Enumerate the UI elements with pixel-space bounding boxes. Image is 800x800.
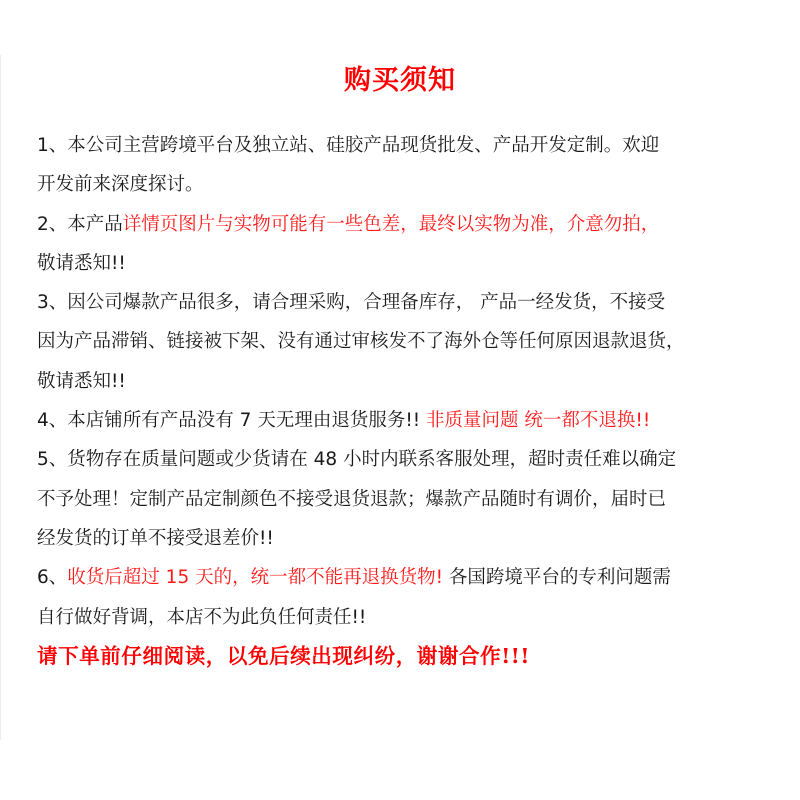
text-segment: 、本公司主营跨境平台及独立站、硅胶产品现货批发、产品开发定制。欢迎	[48, 135, 660, 156]
notice-item-1-line-1	[37, 126, 777, 165]
text-segment: 开发前来深度探讨。	[37, 174, 204, 196]
item-number: 2	[37, 213, 49, 235]
notice-item-2-line-2	[37, 244, 777, 283]
notice-item-2-line-1	[37, 205, 777, 244]
item-number: 1	[37, 135, 49, 156]
highlighted-text: 详情页图片与实物可能有一些色差，最终以实物为准，介意勿拍，	[122, 213, 660, 235]
notice-item-3-line-2	[37, 322, 777, 361]
text-segment: 、货物存在质量问题或少货请在 48 小时内联系客服处理，超时责任难以确定	[48, 449, 677, 471]
item-number: 6	[37, 567, 49, 589]
notice-item-3-line-1	[37, 283, 777, 322]
notice-item-4-line-1	[37, 401, 777, 440]
notice-item-5-line-1	[37, 440, 777, 479]
text-segment: 自行做好背调，本店不为此负任何责任!!	[37, 606, 367, 628]
text-segment: 各国跨境平台的专利问题需	[443, 567, 671, 589]
notice-item-1-line-2	[37, 165, 777, 204]
item-number: 5	[37, 449, 49, 471]
final-notice: 请下单前仔细阅读，以免后续出现纠纷，谢谢合作!!!	[37, 643, 530, 668]
text-segment: 、本店铺所有产品没有 7 天无理由退货服务!!	[48, 410, 427, 432]
highlighted-text: 非质量问题 统一都不退换!!	[426, 410, 651, 432]
item-number: 4	[37, 410, 49, 432]
highlighted-text: 收货后超过 15 天的，统一都不能再退换货物!	[67, 567, 444, 589]
notice-item-6-line-1	[37, 558, 777, 597]
left-border-rule	[0, 55, 1, 740]
text-segment: 、因公司爆款产品很多，请合理采购，合理备库存， 产品一经发货，不接受	[48, 292, 666, 314]
notice-body	[37, 126, 777, 676]
text-segment: 因为产品滞销、链接被下架、没有通过审核发不了海外仓等任何原因退款退货，	[37, 331, 685, 353]
text-segment: 、本产品	[48, 213, 123, 235]
notice-item-3-line-3	[37, 362, 777, 401]
notice-item-5-line-2	[37, 480, 777, 519]
text-segment: 、	[48, 567, 68, 589]
text-segment: 不予处理！定制产品定制颜色不接受退货退款；爆款产品随时有调价，届时已	[37, 488, 667, 510]
item-number: 3	[37, 292, 49, 314]
text-segment: 敬请悉知!!	[37, 252, 126, 274]
text-segment: 敬请悉知!!	[37, 370, 126, 392]
notice-item-6-line-2	[37, 598, 777, 637]
page-title: 购买须知	[344, 65, 456, 96]
notice-item-5-line-3	[37, 519, 777, 558]
text-segment: 经发货的订单不接受退差价!!	[37, 527, 274, 549]
